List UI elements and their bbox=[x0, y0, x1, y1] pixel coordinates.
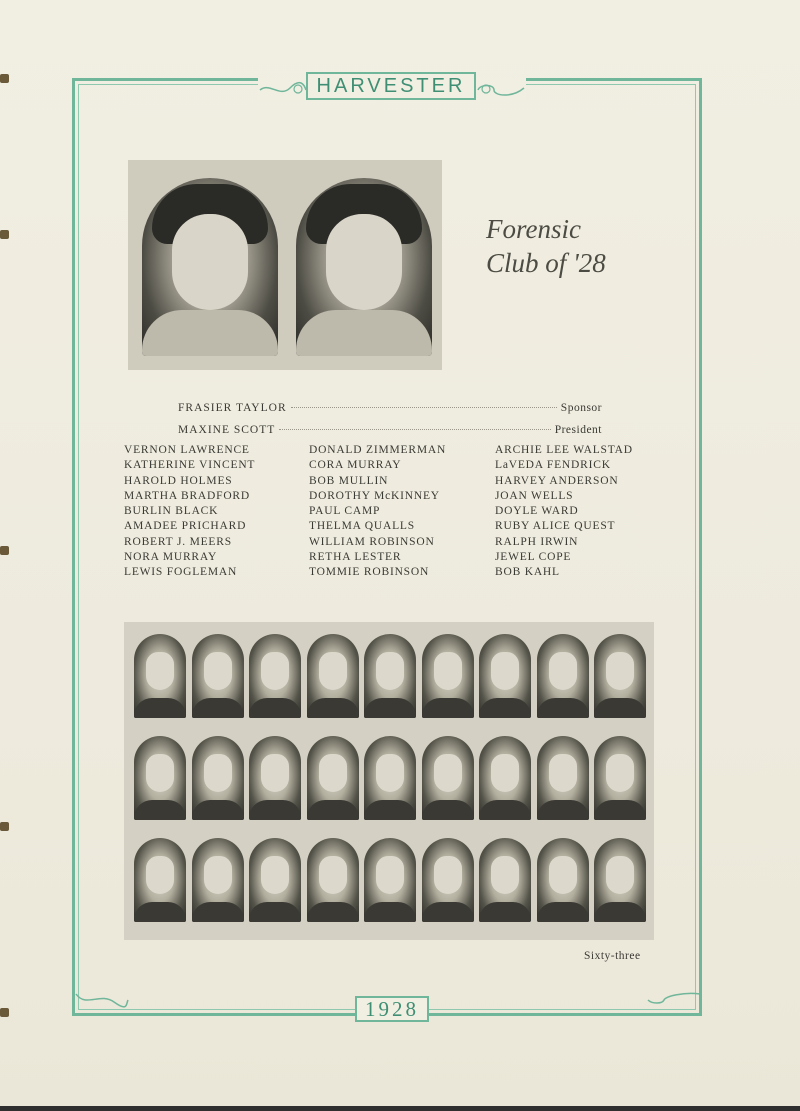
sponsor-portrait bbox=[142, 178, 278, 356]
footer-year: 1928 bbox=[365, 996, 419, 1021]
leader-dots bbox=[279, 429, 550, 430]
header-banner bbox=[306, 72, 476, 100]
member-name: BOB KAHL bbox=[495, 566, 560, 579]
member-portrait bbox=[422, 736, 474, 820]
binding-mark bbox=[0, 74, 9, 83]
page-title bbox=[486, 212, 646, 280]
member-portrait bbox=[594, 634, 646, 718]
member-portrait bbox=[594, 838, 646, 922]
member-portrait bbox=[479, 838, 531, 922]
member-name: RALPH IRWIN bbox=[495, 535, 579, 548]
member-list-column-2 bbox=[309, 443, 446, 581]
officer-name: MAXINE SCOTT bbox=[178, 424, 276, 436]
corner-ornament bbox=[74, 990, 130, 1010]
member-portrait bbox=[479, 634, 531, 718]
officer-role: President bbox=[554, 424, 602, 436]
header-title: HARVESTER bbox=[316, 74, 466, 97]
member-photo-grid bbox=[124, 622, 654, 940]
officer-role: Sponsor bbox=[560, 402, 602, 414]
member-portrait bbox=[307, 736, 359, 820]
member-name: BOB MULLIN bbox=[309, 474, 389, 487]
member-portrait bbox=[249, 736, 301, 820]
member-portrait bbox=[537, 634, 589, 718]
member-portrait bbox=[134, 634, 186, 718]
member-portrait bbox=[364, 634, 416, 718]
member-portrait bbox=[192, 838, 244, 922]
officer-row bbox=[178, 402, 602, 418]
member-portrait bbox=[537, 736, 589, 820]
member-portrait bbox=[422, 634, 474, 718]
member-name: JOAN WELLS bbox=[495, 489, 574, 502]
member-portrait bbox=[537, 838, 589, 922]
leader-dots bbox=[291, 407, 557, 408]
title-line-1: Forensic bbox=[486, 214, 581, 244]
member-name: RETHA LESTER bbox=[309, 551, 402, 564]
footer-banner bbox=[355, 996, 429, 1022]
member-portrait bbox=[249, 838, 301, 922]
member-portrait bbox=[134, 838, 186, 922]
member-name: MARTHA BRADFORD bbox=[124, 489, 251, 502]
header-scroll-ornament bbox=[258, 78, 308, 100]
member-portrait bbox=[479, 736, 531, 820]
member-name: DOROTHY McKINNEY bbox=[309, 489, 440, 502]
officer-row bbox=[178, 424, 602, 440]
member-portrait bbox=[364, 736, 416, 820]
member-name: HAROLD HOLMES bbox=[124, 474, 233, 487]
member-name: LaVEDA FENDRICK bbox=[495, 459, 611, 472]
member-portrait bbox=[249, 634, 301, 718]
officer-photo-panel bbox=[128, 160, 442, 370]
member-portrait bbox=[594, 736, 646, 820]
member-list-column-1 bbox=[124, 443, 255, 581]
member-name: LEWIS FOGLEMAN bbox=[124, 566, 238, 579]
header-scroll-ornament bbox=[476, 78, 526, 100]
member-portrait bbox=[307, 634, 359, 718]
member-name: AMADEE PRICHARD bbox=[124, 520, 247, 533]
member-name: KATHERINE VINCENT bbox=[124, 459, 256, 472]
member-name: HARVEY ANDERSON bbox=[495, 474, 619, 487]
member-name: JEWEL COPE bbox=[495, 551, 572, 564]
member-portrait bbox=[364, 838, 416, 922]
member-name: THELMA QUALLS bbox=[309, 520, 415, 533]
member-name: ROBERT J. MEERS bbox=[124, 535, 232, 548]
member-portrait bbox=[134, 736, 186, 820]
page-number: Sixty-three bbox=[584, 950, 641, 962]
binding-mark bbox=[0, 546, 9, 555]
member-portrait bbox=[192, 634, 244, 718]
binding-mark bbox=[0, 230, 9, 239]
officer-name: FRASIER TAYLOR bbox=[178, 402, 287, 414]
member-name: BURLIN BLACK bbox=[124, 505, 219, 518]
member-name: DOYLE WARD bbox=[495, 505, 579, 518]
member-name: CORA MURRAY bbox=[309, 459, 402, 472]
binding-mark bbox=[0, 1008, 9, 1017]
member-name: ARCHIE LEE WALSTAD bbox=[495, 444, 633, 456]
member-portrait bbox=[192, 736, 244, 820]
president-portrait bbox=[296, 178, 432, 356]
member-name: PAUL CAMP bbox=[309, 505, 381, 518]
member-portrait bbox=[422, 838, 474, 922]
member-name: RUBY ALICE QUEST bbox=[495, 520, 616, 533]
member-name: VERNON LAWRENCE bbox=[124, 444, 250, 456]
member-list-column-3 bbox=[495, 443, 633, 581]
member-name: WILLIAM ROBINSON bbox=[309, 535, 435, 548]
member-name: NORA MURRAY bbox=[124, 551, 218, 564]
member-name: TOMMIE ROBINSON bbox=[309, 566, 430, 579]
corner-ornament bbox=[646, 990, 702, 1010]
title-line-2: Club of '28 bbox=[486, 248, 606, 278]
member-name: DONALD ZIMMERMAN bbox=[309, 444, 447, 456]
page-edge bbox=[0, 1106, 800, 1111]
member-portrait bbox=[307, 838, 359, 922]
binding-mark bbox=[0, 822, 9, 831]
